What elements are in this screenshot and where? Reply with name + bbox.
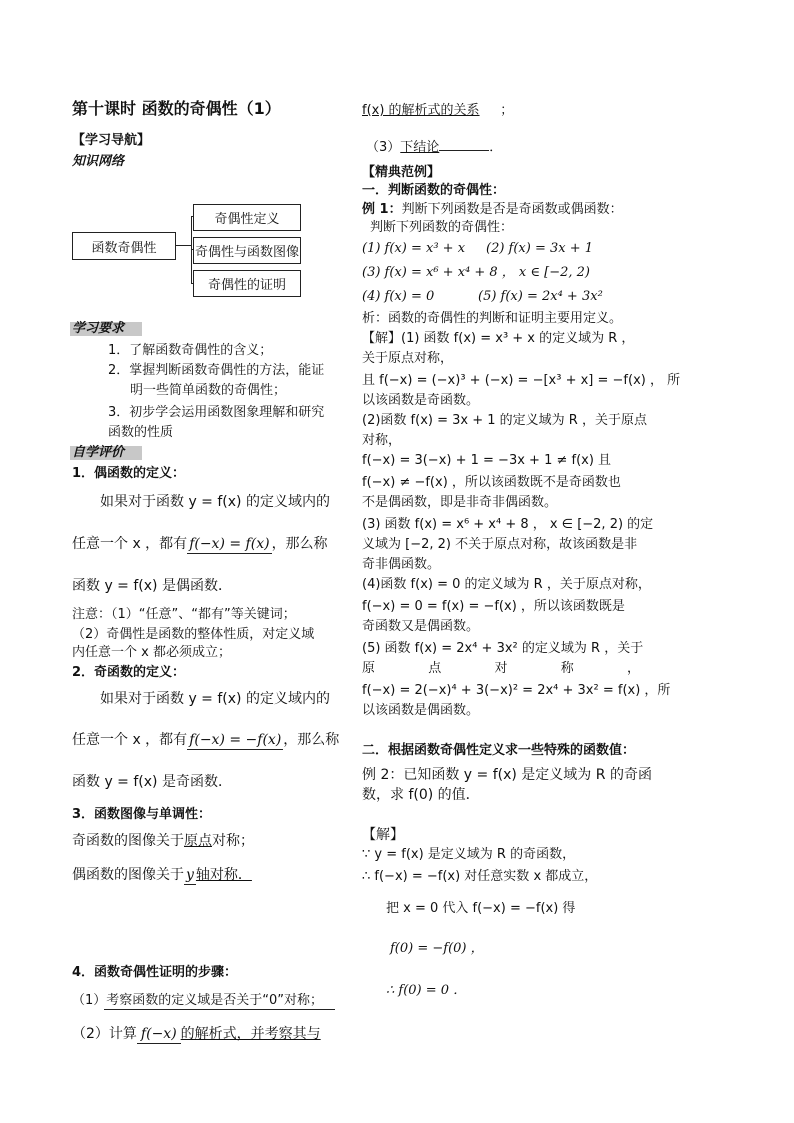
solution-ex2-heading: 【解】: [362, 827, 404, 843]
solution5-line1: (5) 函数 f(x) = 2x⁴ + 3x² 的定义域为 R ，关于: [362, 641, 644, 656]
odd-def-heading: 2．奇函数的定义：: [72, 665, 186, 680]
graph-line1: 奇函数的图像关于原点对称；: [72, 833, 254, 849]
even-def-heading: 1．偶函数的定义：: [72, 466, 186, 481]
solution3-line2: 义域为 [−2, 2) 不关于原点对称，故该函数是非: [362, 537, 638, 552]
example1-fn2: (2) f(x) = 3x + 1: [486, 241, 594, 256]
graph-line2: 偶函数的图像关于 y 轴对称．: [72, 867, 252, 883]
solution-ex2-line4: f(0) = −f(0) ，: [390, 941, 484, 956]
even-def-line3: 函数 y = f(x) 是偶函数．: [72, 578, 232, 594]
example1-sub: 判断下列函数的奇偶性：: [370, 220, 514, 235]
solution1-line2: 关于原点对称，: [362, 351, 454, 366]
note-line1: 注意：（1）“任意”、“都有”等关键词；: [72, 607, 296, 622]
knowledge-net-heading: 知识网络: [72, 154, 125, 169]
section1-heading: 一．判断函数的奇偶性：: [362, 183, 506, 198]
diagram-root: 函数奇偶性: [72, 232, 176, 260]
example1-fn1: (1) f(x) = x³ + x: [362, 241, 466, 256]
diagram-branch-graph: 奇偶性与函数图像: [193, 237, 301, 264]
solution2-line2: 对称，: [362, 433, 402, 448]
solution-ex2-line1: ∵ y = f(x) 是定义域为 R 的奇函数，: [362, 847, 576, 862]
solution1-line4: 以该函数是奇函数。: [362, 393, 480, 408]
graph-blank-y: y: [186, 867, 194, 883]
requirement-2: 2．掌握判断函数奇偶性的方法，能证: [108, 363, 325, 378]
section2-heading: 二．根据函数奇偶性定义求一些特殊的函数值：: [362, 743, 636, 758]
example1-prompt: 例 1：判断下列函数是否是奇函数或偶函数：: [362, 202, 623, 217]
step-1-underline: [104, 1009, 335, 1010]
even-def-line1: 如果对于函数 y = f(x) 的定义域内的: [100, 494, 330, 510]
solution-ex2-line5: ∴ f(0) = 0 ．: [386, 983, 467, 998]
solution5-line4: 以该函数是偶函数。: [362, 703, 480, 718]
solution4-line2: f(−x) = 0 = f(x) = −f(x) ，所以该函数既是: [362, 599, 625, 614]
requirement-2-cont: 明一些简单函数的奇偶性；: [130, 383, 287, 398]
example1-fn3: (3) f(x) = x⁶ + x⁴ + 8 ， x ∈ [−2, 2): [362, 265, 590, 280]
even-def-blank: f(−x) = f(x): [189, 536, 270, 552]
solution4-line1: (4)函数 f(x) = 0 的定义域为 R ，关于原点对称，: [362, 577, 651, 592]
note-line2: （2）奇偶性是函数的整体性质，对定义域: [72, 627, 315, 642]
guide-heading: 【学习导航】: [72, 133, 151, 148]
diagram-branch-proof: 奇偶性的证明: [193, 270, 301, 297]
diagram-connector: [175, 245, 191, 246]
graph-blank-origin: 原点: [184, 833, 212, 849]
solution5-line2: 原 点 对 称 ，: [362, 661, 640, 676]
solution3-line1: (3) 函数 f(x) = x⁶ + x⁴ + 8 ， x ∈ [−2, 2) 的定: [362, 517, 654, 532]
page-title: 第十课时 函数的奇偶性（1）: [72, 99, 281, 118]
note-line3: 内任意一个 x 都必须成立；: [72, 645, 231, 660]
self-eval-heading: 自学评价: [72, 445, 125, 460]
example2-line1: 例 2：已知函数 y = f(x) 是定义域为 R 的奇函: [362, 767, 652, 783]
solution3-line3: 奇非偶函数。: [362, 557, 441, 572]
even-def-line2: 任意一个 x ，都有 f(−x) = f(x) ，那么称: [72, 536, 328, 552]
step-1: （1）考察函数的定义域是否关于“0”对称；: [72, 993, 324, 1008]
solution2-line4: f(−x) ≠ −f(x) ，所以该函数既不是奇函数也: [362, 475, 621, 490]
odd-def-line3: 函数 y = f(x) 是奇函数．: [72, 774, 232, 790]
requirements-heading: 学习要求: [72, 321, 125, 336]
solution4-line3: 奇函数又是偶函数。: [362, 619, 480, 634]
solution2-line5: 不是偶函数，即是非奇非偶函数。: [362, 495, 558, 510]
example1-fn5: (5) f(x) = 2x⁴ + 3x²: [478, 289, 603, 304]
requirement-1: 1．了解函数奇偶性的含义；: [108, 343, 273, 358]
solution2-line1: (2)函数 f(x) = 3x + 1 的定义域为 R ，关于原点: [362, 413, 647, 428]
requirement-3-cont: 函数的性质: [108, 425, 174, 440]
example2-line2: 数，求 f(0) 的值．: [362, 787, 480, 803]
solution5-line3: f(−x) = 2(−x)⁴ + 3(−x)² = 2x⁴ + 3x² = f(x) ，所: [362, 683, 671, 698]
steps-heading: 4．函数奇偶性证明的步骤：: [72, 965, 238, 980]
requirement-3: 3．初步学会运用函数图象理解和研究: [108, 405, 325, 420]
odd-def-blank: f(−x) = −f(x): [189, 732, 282, 748]
step-3: （3）下结论 ．: [366, 140, 503, 155]
solution-ex2-line3: 把 x = 0 代入 f(−x) = −f(x) 得: [386, 901, 576, 916]
example1-fn4: (4) f(x) = 0: [362, 289, 435, 304]
step-2-cont: f(x) 的解析式的关系 ；: [362, 103, 514, 118]
analysis-note: 析：函数的奇偶性的判断和证明主要用定义。: [362, 311, 623, 326]
solution1-line3: 且 f(−x) = (−x)³ + (−x) = −[x³ + x] = −f(x) ， 所: [362, 373, 681, 388]
diagram-branch-definition: 奇偶性定义: [193, 204, 301, 231]
step-2: （2）计算 f(−x) 的解析式，并考察其与: [72, 1026, 321, 1042]
solution-ex2-line2: ∴ f(−x) = −f(x) 对任意实数 x 都成立，: [362, 869, 598, 884]
odd-def-line1: 如果对于函数 y = f(x) 的定义域内的: [100, 691, 330, 707]
solution2-line3: f(−x) = 3(−x) + 1 = −3x + 1 ≠ f(x) 且: [362, 453, 612, 468]
graph-heading: 3．函数图像与单调性：: [72, 807, 212, 822]
odd-def-line2: 任意一个 x ，都有 f(−x) = −f(x) ，那么称: [72, 732, 340, 748]
step-2-blank: f(−x): [137, 1025, 181, 1044]
examples-heading: 【精典范例】: [362, 165, 441, 180]
solution1-line1: 【解】(1) 函数 f(x) = x³ + x 的定义域为 R ，: [362, 331, 635, 346]
